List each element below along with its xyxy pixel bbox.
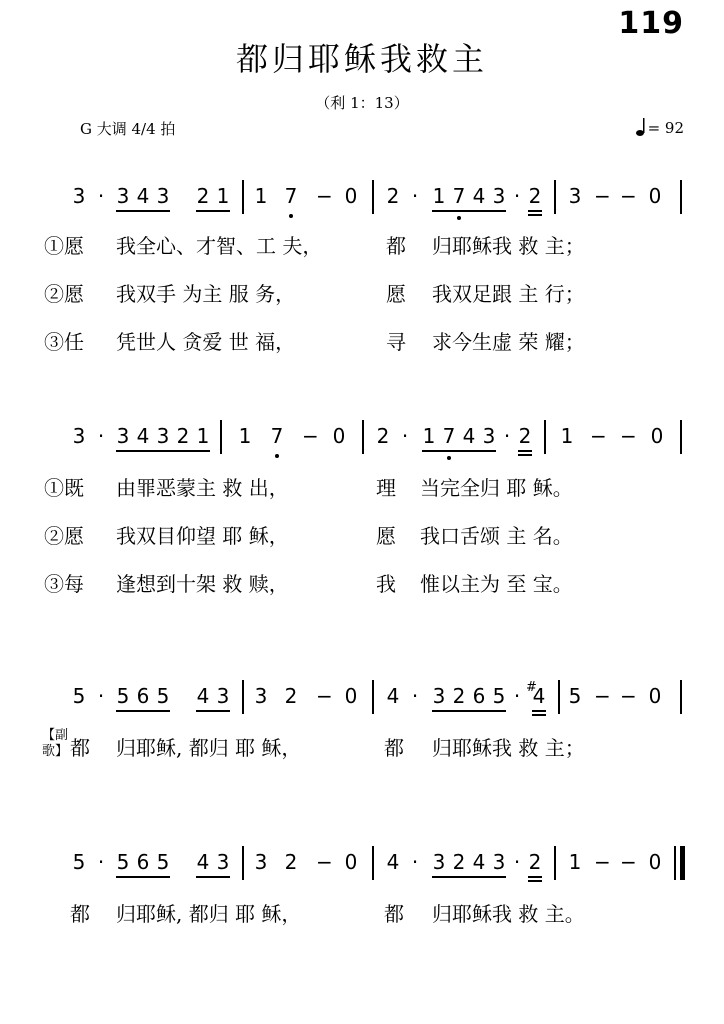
tempo-marking [636,117,684,137]
key-signature: G 大调 4/4 拍 [80,120,176,138]
chorus-lyric-2: 都 归耶稣, 都归 耶 稣， 都 归耶稣我 救 主。 [70,902,585,926]
hymn-title: 都归耶稣我救主 [235,40,488,78]
lyric-line-2-1: ①既 由罪恶蒙主 救 出， 理 当完全归 耶 稣。 [44,476,573,500]
quarter-note-icon [636,117,646,137]
score-line-3: 5 · 5 6 5 4 3 3 2 − 0 4 · 3 2 6 5 · # 4 5 − − 0 [70,680,690,714]
lyric-line-1-2: ②愿 我双手 为主 服 务， 愿 我双足跟 主 行； [44,282,585,306]
tempo-value: = 92 [647,119,684,137]
lyric-line-2-3: ③每 逢想到十架 救 赎， 我 惟以主为 至 宝。 [44,572,573,596]
chorus-lyric-1: 都 归耶稣, 都归 耶 稣， 都 归耶稣我 救 主； [70,736,585,760]
lyric-line-1-1: ①愿 我全心、才智、工 夫， 都 归耶稣我 救 主； [44,234,585,258]
score-line-2: 3 · 3 4 3 2 1 1 7 − 0 2 · 1 7 4 3 · 2 1 − − 0 [70,420,690,454]
lyric-line-1-3: ③任 凭世人 贪爱 世 福， 寻 求今生虚 荣 耀； [44,330,585,354]
scripture-reference: （利 1：13） [315,94,409,112]
score-line-1: 3 · 3 4 3 2 1 1 7 − 0 2 · 1 7 4 3 · 2 3 − − 0 [70,180,690,214]
page-number: 119 [618,6,684,41]
score-line-4: 5 · 5 6 5 4 3 3 2 − 0 4 · 3 2 4 3 · 2 1 − − 0 [70,846,690,880]
lyric-line-2-2: ②愿 我双目仰望 耶 稣， 愿 我口舌颂 主 名。 [44,524,573,548]
chorus-label: 【副歌】 [42,728,69,759]
